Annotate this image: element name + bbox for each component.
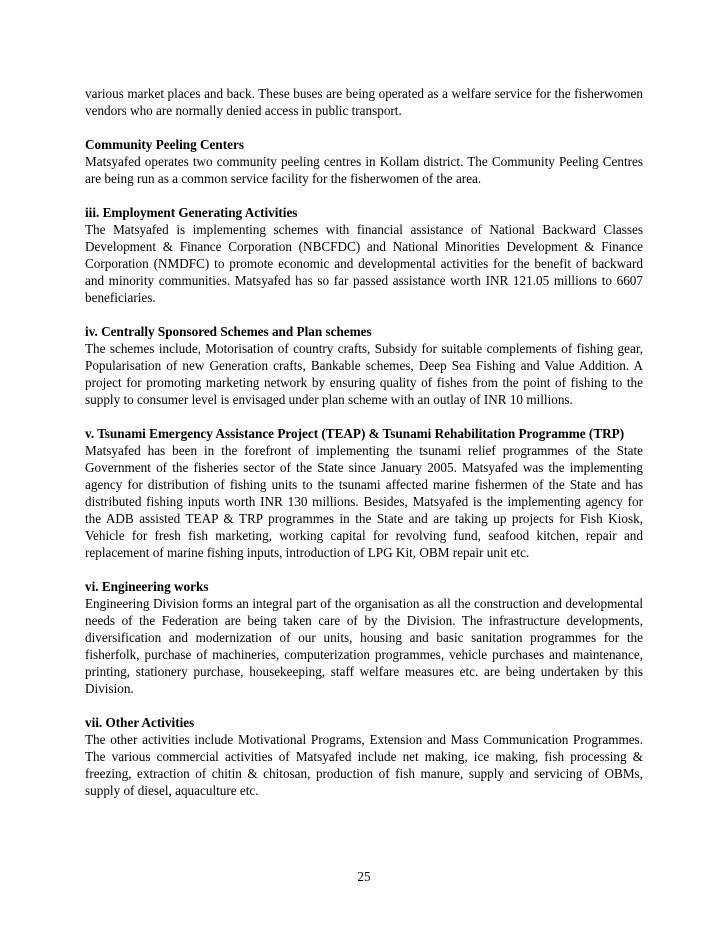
- section-heading: vii. Other Activities: [85, 715, 195, 730]
- page-number: 25: [357, 869, 371, 884]
- section-tsunami-assistance: [85, 425, 643, 561]
- section-body: The Matsyafed is implementing schemes with financial assistance of National Backward Classes Development & Finance Corporation (NBCFDC) and National Minorities Development & Finance Corporation (NMDFC) to promote economic and developmental activities for the benefit of backward and minority communities. Matsyafed has so far passed assistance worth INR 121.05 millions to 6607 beneficiaries.: [85, 222, 643, 305]
- section-heading: iii. Employment Generating Activities: [85, 205, 298, 220]
- section-heading: vi. Engineering works: [85, 579, 209, 594]
- section-community-peeling-centers: [85, 136, 643, 187]
- document-page: [85, 85, 643, 799]
- section-body: Matsyafed operates two community peeling centres in Kollam district. The Community Peeling Centres are being run as a common service facility for the fisherwomen of the area.: [85, 154, 643, 186]
- intro-paragraph: various market places and back. These buses are being operated as a welfare service for the fisherwomen vendors who are normally denied access in public transport.: [85, 86, 643, 118]
- section-body: The other activities include Motivational Programs, Extension and Mass Communication Programmes. The various commercial activities of Matsyafed include net making, ice making, fish processing & freezing, extraction of chitin & chitosan, production of fish manure, supply and servicing of OBMs, supply of diesel, aquaculture etc.: [85, 732, 643, 798]
- section-heading: iv. Centrally Sponsored Schemes and Plan schemes: [85, 324, 372, 339]
- section-engineering-works: [85, 578, 643, 697]
- section-body: Engineering Division forms an integral part of the organisation as all the construction and developmental needs of the Federation are being taken care of by the Division. The infrastructure developments, diversification and modernization of our units, housing and basic sanitation programmes for the fisherfolk, purchase of machineries, computerization programmes, vehicle purchases and maintenance, printing, stationery purchase, housekeeping, staff welfare measures etc. are being undertaken by this Division.: [85, 596, 643, 696]
- section-other-activities: [85, 714, 643, 799]
- section-body: The schemes include, Motorisation of country crafts, Subsidy for suitable complements of fishing gear, Popularisation of new Generation crafts, Bankable schemes, Deep Sea Fishing and Value Addition. A project for promoting marketing network by ensuring quality of fishes from the point of fishing to the supply to consumer level is envisaged under plan scheme with an outlay of INR 10 millions.: [85, 341, 643, 407]
- section-employment-generating-activities: [85, 204, 643, 306]
- section-heading: v. Tsunami Emergency Assistance Project (TEAP) & Tsunami Rehabilitation Programme (TRP): [85, 426, 625, 441]
- section-body: Matsyafed has been in the forefront of implementing the tsunami relief programmes of the State Government of the fisheries sector of the State since January 2005. Matsyafed was the implementing agency for distribution of fishing units to the tsunami affected marine fishermen of the State and has distributed fishing inputs worth INR 130 millions. Besides, Matsyafed is the implementing agency for the ADB assisted TEAP & TRP programmes in the State and are taking up projects for Fish Kiosk, Vehicle for fresh fish marketing, working capital for revolving fund, seafood kitchen, repair and replacement of marine fishing inputs, introduction of LPG Kit, OBM repair unit etc.: [85, 443, 643, 560]
- section-centrally-sponsored-schemes: [85, 323, 643, 408]
- section-heading: Community Peeling Centers: [85, 137, 244, 152]
